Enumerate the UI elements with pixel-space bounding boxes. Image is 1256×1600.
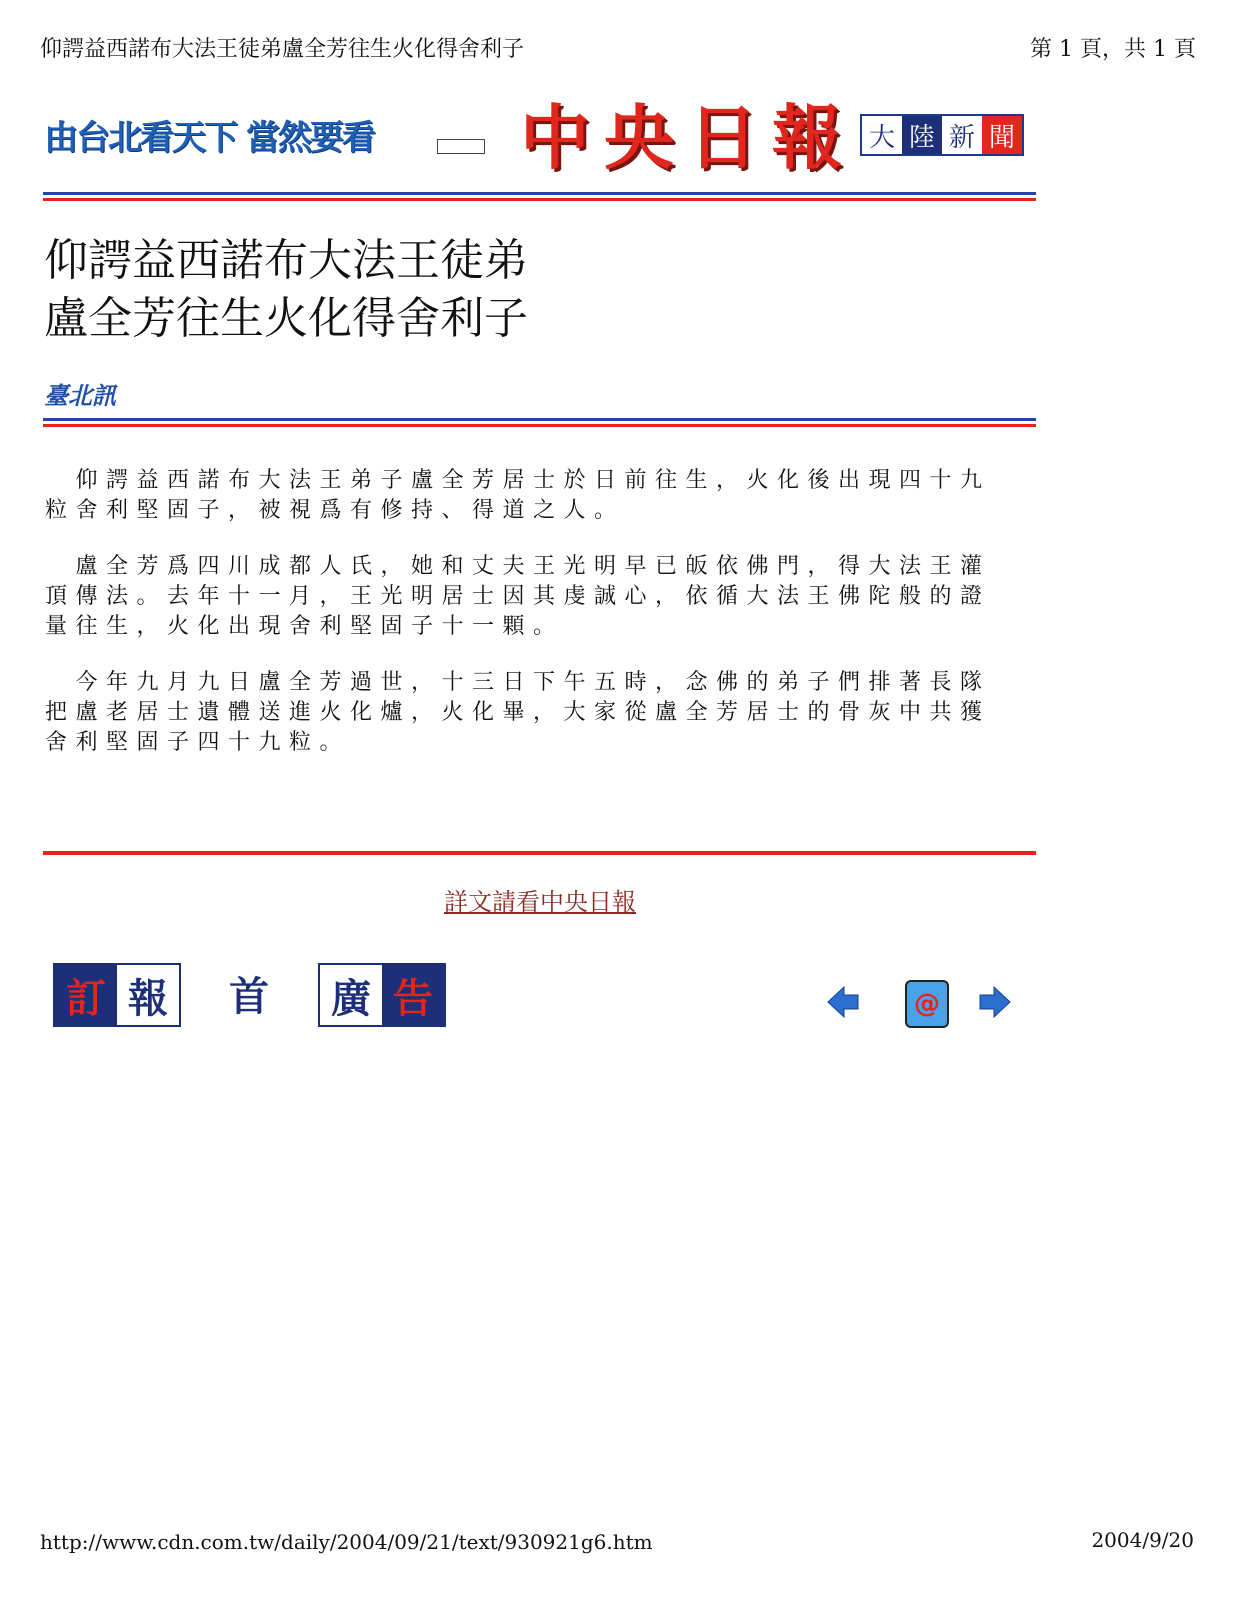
more-link-container	[0, 882, 1080, 917]
badge-char: 新	[942, 116, 982, 154]
divider-double-line	[43, 192, 1036, 201]
next-arrow-icon[interactable]	[978, 985, 1012, 1019]
banner-placeholder-box	[437, 139, 485, 154]
article-dateline: 臺北訊	[44, 382, 116, 410]
text-line: 舍利堅固子四十九粒。	[45, 730, 351, 755]
headline-line: 仰諤益西諾布大法王徒弟	[44, 235, 528, 286]
print-date: 2004/9/20	[1091, 1528, 1194, 1552]
print-url: http://www.cdn.com.tw/daily/2004/09/21/text/930921g6.htm	[40, 1530, 653, 1554]
subscribe-char: 報	[117, 965, 179, 1025]
text-line: 把盧老居士遺體送進火化爐，火化畢，大家從盧全芳居士的骨灰中共獲	[45, 700, 991, 725]
text-line: 粒舍利堅固子，被視爲有修持、得道之人。	[45, 498, 625, 523]
badge-char: 大	[862, 116, 902, 154]
text-line: 量往生，火化出現舍利堅固子十一顆。	[45, 614, 564, 639]
read-full-article-link[interactable]: 詳文請看中央日報	[444, 888, 636, 916]
badge-char: 聞	[982, 116, 1022, 154]
article-paragraph	[45, 668, 1005, 758]
divider-double-line	[43, 418, 1036, 427]
text-line: 盧全芳爲四川成都人氏，她和丈夫王光明早已皈依佛門，得大法王灌	[45, 554, 991, 579]
divider-red-line	[43, 851, 1036, 855]
ads-char: 告	[382, 965, 444, 1025]
previous-arrow-icon[interactable]	[826, 985, 860, 1019]
newspaper-logo[interactable]: 中央日報	[520, 96, 856, 179]
text-line: 頂傳法。去年十一月，王光明居士因其虔誠心，依循大法王佛陀般的證	[45, 584, 991, 609]
advertising-button[interactable]	[318, 963, 446, 1027]
text-line: 仰諤益西諾布大法王弟子盧全芳居士於日前往生，火化後出現四十九	[45, 468, 991, 493]
badge-char: 陸	[902, 116, 942, 154]
print-page-title: 仰諤益西諾布大法王徒弟盧全芳往生火化得舍利子	[40, 37, 525, 62]
home-button[interactable]	[218, 963, 280, 1023]
subscribe-button[interactable]	[53, 963, 181, 1027]
subscribe-char: 訂	[55, 965, 117, 1025]
section-badge-mainland-news[interactable]	[860, 114, 1024, 156]
ads-char: 廣	[320, 965, 382, 1025]
email-icon[interactable]: @	[905, 980, 949, 1028]
article-body	[45, 466, 1005, 784]
print-page-number: 第 1 頁，共 1 頁	[1030, 37, 1196, 62]
article-headline	[44, 232, 528, 348]
text-line: 今年九月九日盧全芳過世，十三日下午五時，念佛的弟子們排著長隊	[45, 670, 991, 695]
headline-line: 盧全芳往生火化得舍利子	[44, 293, 528, 344]
banner-slogan: 由台北看天下 當然要看	[44, 118, 374, 158]
article-paragraph	[45, 552, 1005, 642]
home-char: 首	[229, 972, 269, 1020]
article-paragraph	[45, 466, 1005, 526]
